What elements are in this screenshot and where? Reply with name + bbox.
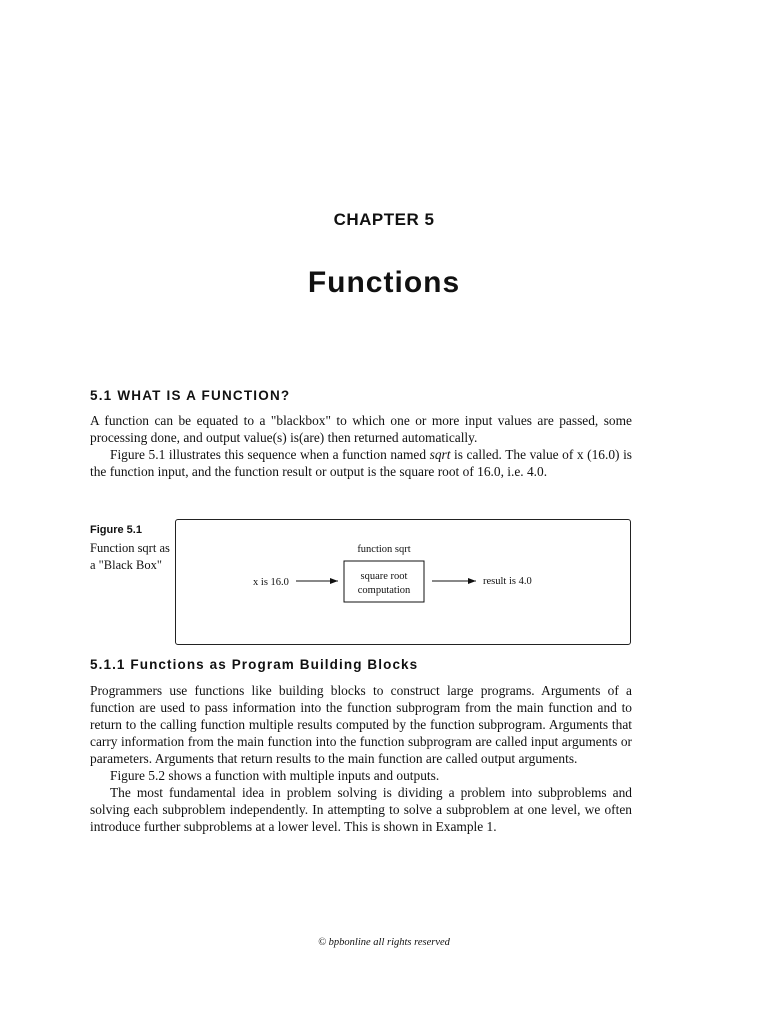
subsection-paragraph-1: Programmers use functions like building blocks to construct large programs. Arguments of a function are used to pass information into the function subprogram from the main function and to return to the calling function multiple results computed by the function subprogram. Arguments that carry information from the main function into the function subprogram are called input arguments or parameters. Arguments that return results to the main function are called output arguments.	[90, 683, 632, 766]
figure-label: Figure 5.1	[90, 524, 142, 536]
subsection-paragraph-2: Figure 5.2 shows a function with multiple inputs and outputs.	[110, 768, 440, 783]
black-box-diagram	[176, 520, 632, 646]
section-heading: 5.1 WHAT IS A FUNCTION?	[90, 388, 291, 403]
subsection-paragraph-3: The most fundamental idea in problem solving is dividing a problem into subproblems and solving each subproblem independently. In attempting to solve a subproblem at one level, we often introduce further subproblems at a lower level. This is shown in Example 1.	[90, 785, 632, 834]
section-body	[90, 412, 632, 480]
input-label: x is 16.0	[253, 577, 289, 588]
para2-text-before: Figure 5.1 illustrates this sequence when a function named	[110, 447, 430, 462]
copyright-footer: © bpbonline all rights reserved	[318, 937, 450, 948]
computation-line-1: square root	[360, 571, 408, 582]
function-name-label: function sqrt	[357, 544, 411, 555]
chapter-label: CHAPTER 5	[333, 210, 435, 229]
para2-emphasis: sqrt	[429, 447, 451, 462]
subsection-heading: 5.1.1 Functions as Program Building Blocks	[90, 657, 419, 672]
computation-line-2: computation	[357, 585, 411, 596]
section-paragraph-1: A function can be equated to a "blackbox" to which one or more input values are passed, some processing done, and output value(s) is(are) then returned automatically.	[90, 413, 632, 445]
para2-text-after: is called. The value of x (16.0) is the function input, and the function result or output is the square root of 16.0, i.e. 4.0.	[90, 447, 633, 479]
figure-caption: Function sqrt as a "Black Box"	[90, 541, 170, 572]
output-label: result is 4.0	[483, 576, 532, 587]
section-paragraph-2	[90, 446, 632, 480]
chapter-title: Functions	[307, 266, 461, 299]
figure-frame	[175, 519, 631, 645]
subsection-body	[90, 682, 632, 835]
